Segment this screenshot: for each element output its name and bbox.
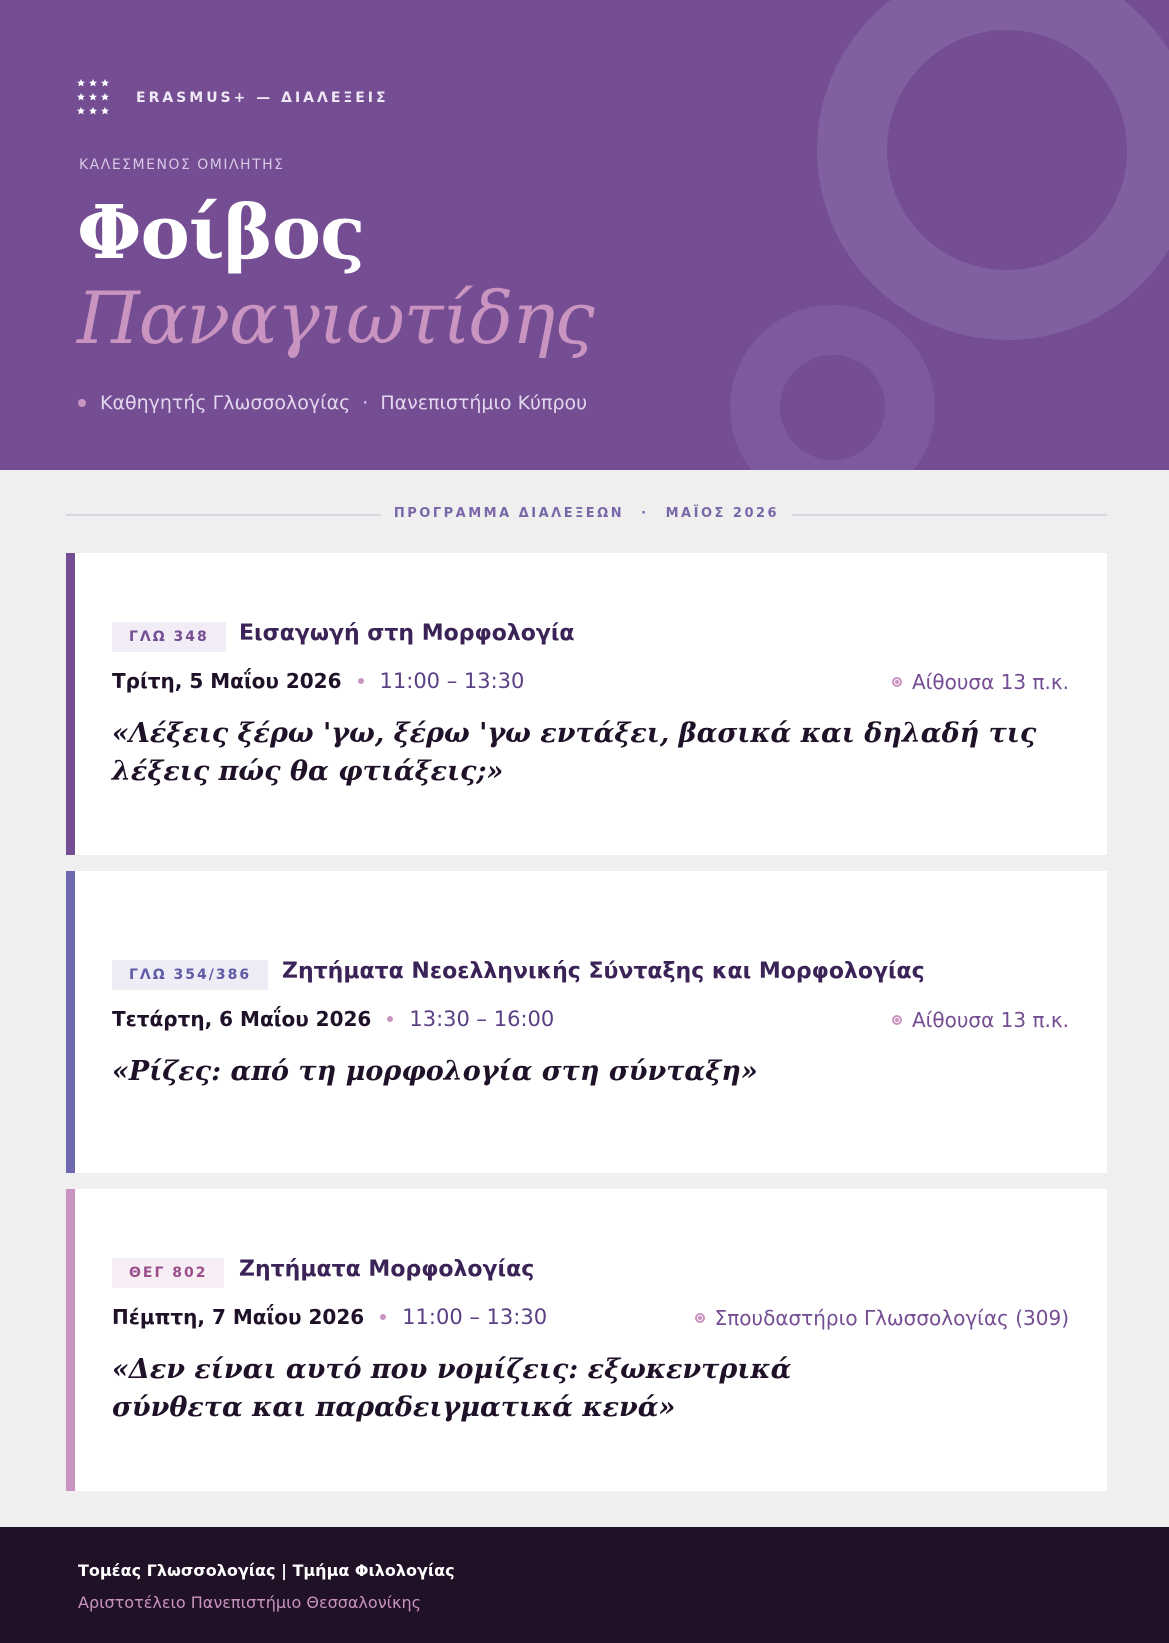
schedule-heading bbox=[66, 505, 1107, 525]
eu-stars-icon bbox=[77, 78, 117, 118]
location-ring-icon bbox=[695, 1313, 705, 1323]
lecture-date: Τετάρτη, 6 Μαΐου 2026 bbox=[112, 1007, 372, 1031]
divider-line-right bbox=[792, 514, 1107, 516]
speaker-institution: Πανεπιστήμιο Κύπρου bbox=[380, 392, 588, 414]
decorative-ring-large bbox=[817, 0, 1169, 340]
course-code-badge: ΓΛΩ 348 bbox=[112, 622, 226, 652]
lecture-title: «Δεν είναι αυτό που νομίζεις: εξωκεντρικά σύνθετα και παραδειγματικά κενά» bbox=[112, 1354, 792, 1423]
lecture-room bbox=[892, 1008, 1069, 1032]
course-code-badge: ΘΕΓ 802 bbox=[112, 1258, 224, 1288]
speaker-last-name: Παναγιωτίδης bbox=[77, 276, 594, 360]
lecture-room bbox=[892, 670, 1069, 694]
room-label: Αίθουσα 13 π.κ. bbox=[911, 670, 1069, 694]
bullet-dot-icon bbox=[380, 1314, 386, 1320]
room-label: Αίθουσα 13 π.κ. bbox=[911, 1008, 1069, 1032]
date-time-line bbox=[112, 1007, 554, 1031]
lecture-time: 11:00 – 13:30 bbox=[402, 1305, 548, 1329]
decorative-ring-small bbox=[730, 305, 935, 470]
lecture-card bbox=[66, 871, 1107, 1173]
affiliation-separator: · bbox=[362, 392, 369, 414]
location-ring-icon bbox=[892, 677, 902, 687]
schedule-separator: · bbox=[641, 506, 649, 521]
card-accent-bar bbox=[66, 1189, 75, 1491]
speaker-affiliation bbox=[78, 392, 587, 414]
room-label: Σπουδαστήριο Γλωσσολογίας (309) bbox=[714, 1306, 1069, 1330]
location-ring-icon bbox=[892, 1015, 902, 1025]
schedule-period: ΜΑΪΟΣ 2026 bbox=[665, 506, 780, 521]
schedule-title: ΠΡΟΓΡΑΜΜΑ ΔΙΑΛΕΞΕΩΝ bbox=[393, 506, 625, 521]
lecture-card bbox=[66, 1189, 1107, 1491]
brand-label: ERASMUS+ — ΔΙΑΛΕΞΕΙΣ bbox=[136, 90, 389, 106]
date-time-line bbox=[112, 1305, 547, 1329]
speaker-kicker: ΚΑΛΕΣΜΕΝΟΣ ΟΜΙΛΗΤΗΣ bbox=[79, 157, 285, 173]
footer-department: Τομέας Γλωσσολογίας | Τμήμα Φιλολογίας bbox=[78, 1561, 455, 1580]
course-title: Ζητήματα Νεοελληνικής Σύνταξης και Μορφολογίας bbox=[282, 959, 925, 984]
lecture-date: Τρίτη, 5 Μαΐου 2026 bbox=[112, 669, 342, 693]
lecture-time: 13:30 – 16:00 bbox=[409, 1007, 555, 1031]
lecture-title: «Ρίζες: από τη μορφολογία στη σύνταξη» bbox=[112, 1056, 758, 1087]
speaker-first-name: Φοίβος bbox=[77, 190, 365, 276]
lecture-card bbox=[66, 553, 1107, 855]
header-banner bbox=[0, 0, 1169, 470]
course-title: Ζητήματα Μορφολογίας bbox=[239, 1257, 535, 1282]
bullet-dot-icon bbox=[358, 678, 364, 684]
bullet-dot-icon bbox=[78, 399, 86, 407]
course-code-badge: ΓΛΩ 354/386 bbox=[112, 960, 268, 990]
footer bbox=[0, 1527, 1169, 1643]
card-accent-bar bbox=[66, 871, 75, 1173]
course-title: Εισαγωγή στη Μορφολογία bbox=[239, 621, 575, 646]
lecture-title: «Λέξεις ξέρω 'γω, ξέρω 'γω εντάξει, βασικά και δηλαδή τις λέξεις πώς θα φτιάξεις;» bbox=[112, 718, 1037, 787]
footer-university: Αριστοτέλειο Πανεπιστήμιο Θεσσαλονίκης bbox=[78, 1593, 421, 1612]
speaker-role: Καθηγητής Γλωσσολογίας bbox=[100, 392, 351, 414]
card-accent-bar bbox=[66, 553, 75, 855]
lecture-room bbox=[695, 1306, 1069, 1330]
lecture-time: 11:00 – 13:30 bbox=[379, 669, 525, 693]
bullet-dot-icon bbox=[387, 1016, 393, 1022]
lecture-date: Πέμπτη, 7 Μαΐου 2026 bbox=[112, 1305, 365, 1329]
date-time-line bbox=[112, 669, 524, 693]
